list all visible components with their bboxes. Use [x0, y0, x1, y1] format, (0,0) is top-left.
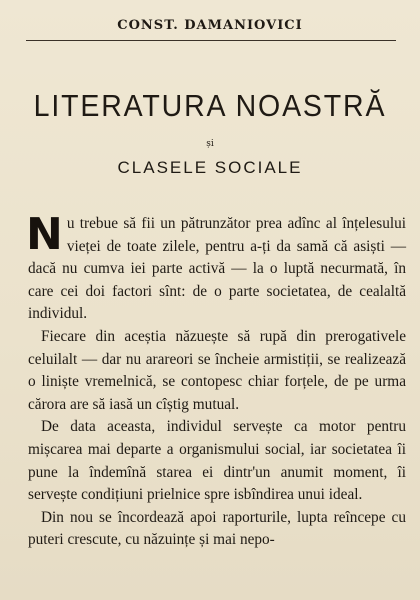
paragraph-1-text: u trebue să fii un pătrunzător prea adînc al înțelesului vieței de toate zilele, pentru a-ți da samă că asiști — dacă nu cumva iei parte activă — la o luptă necurmată, în care cei doi factori sînt: de o parte societatea, de cealaltă individul.	[28, 215, 406, 323]
title-conjunction: și	[206, 139, 214, 149]
header-rule	[26, 40, 396, 41]
chapter-title: LITERATURA NOASTRĂ	[33, 88, 387, 123]
paragraph-3: De data aceasta, individul servește ca motor pentru mișcarea mai departe a organismului social, iar societatea îi pune la îndemînă starea ei dintr'un anumit moment, îi servește condițiuni prielnice spre isbîndirea unui ideal.	[28, 418, 406, 504]
drop-cap-letter: N	[26, 209, 63, 260]
paragraph-4: Din nou se încordează apoi raporturile, lupta reîncepe cu puteri crescute, cu năzuințe și mai nepo-	[28, 508, 406, 549]
chapter-subtitle: CLASELE SOCIALE	[117, 158, 303, 177]
running-head: CONST. DAMANIOVICI	[117, 18, 303, 33]
paragraph-2: Fiecare din aceștia năzuește să rupă din prerogativele celuilalt — dar nu arareori se încheie armistiții, se realizează o liniște vremelnică, se contopesc chiar forțele, de pe urma cărora are să iasă un cîștig mutual.	[28, 327, 406, 413]
body-text	[26, 209, 406, 552]
paragraph-1	[26, 209, 406, 326]
